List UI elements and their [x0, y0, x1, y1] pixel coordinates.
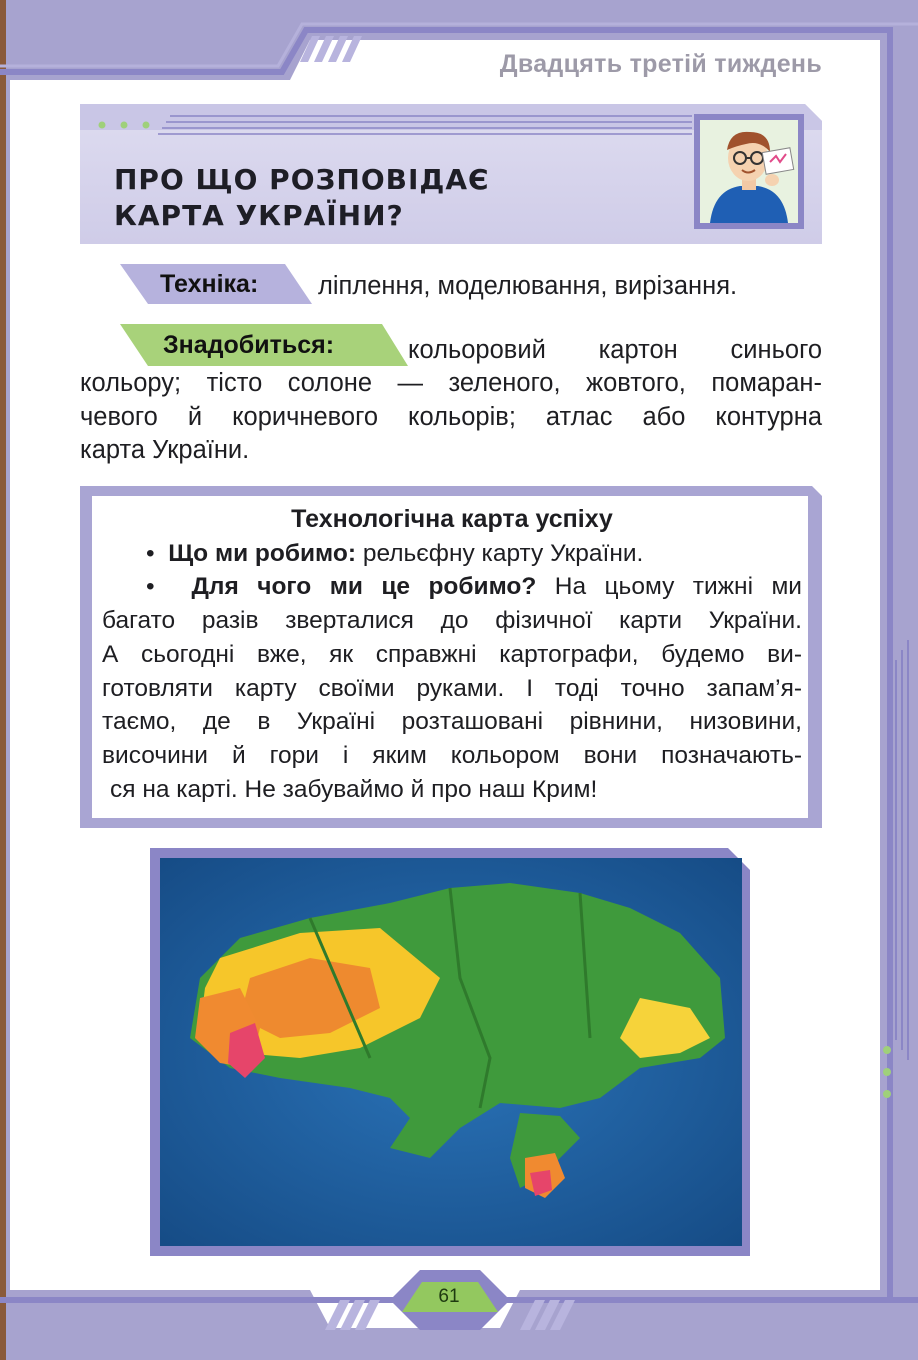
- page-number: 61: [438, 1286, 460, 1307]
- success-line-5: височини й гори і яким кольором вони позначають-: [102, 741, 802, 769]
- technique-text: ліплення, моделювання, вирізання.: [318, 272, 738, 300]
- bullet2-label: Для чого ми це робимо?: [191, 573, 537, 601]
- success-bullet-1: • Що ми робимо: рельєфну карту України.: [146, 539, 644, 567]
- materials-line2: кольору; тісто солоне — зеленого, жовтого, помаран-: [80, 369, 822, 397]
- lesson-title-line1: ПРО ЩО РОЗПОВІДАЄ: [114, 163, 490, 196]
- materials-line1: кольоровий картон синього: [408, 336, 822, 364]
- technique-label: Техніка:: [160, 270, 259, 298]
- bullet2-text: На цьому тижні ми: [554, 573, 802, 601]
- success-line-4: таємо, де в Україні розташовані рівнини, низовини,: [102, 708, 802, 736]
- success-bullet-2: • Для чого ми це робимо? На цьому тижні ми: [146, 573, 802, 601]
- materials-label: Знадобиться:: [163, 331, 335, 359]
- success-line-3: готовляти карту своїми руками. І тоді точно запам’я-: [102, 674, 802, 702]
- week-label: Двадцять третій тиждень: [499, 50, 822, 78]
- teacher-illustration: [700, 120, 798, 223]
- bullet1-text: рельєфну карту України.: [362, 539, 644, 567]
- materials-line4: карта України.: [80, 436, 250, 464]
- materials-line3: чевого й коричневого кольорів; атлас або контурна: [80, 403, 822, 431]
- success-card: [102, 503, 802, 806]
- success-line-2: А сьогодні вже, як справжні картографи, будемо ви-: [102, 640, 802, 668]
- lesson-title-line2: КАРТА УКРАЇНИ?: [114, 199, 404, 232]
- success-line-1: багато разів зверталися до фізичної карти України.: [102, 607, 802, 635]
- success-line-6: ся на карті. Не забуваймо й про наш Крим!: [110, 775, 598, 803]
- bullet1-label: Що ми робимо:: [168, 539, 356, 567]
- clay-map-photo: [160, 858, 742, 1246]
- lesson-title: [114, 162, 490, 234]
- success-card-title: Технологічна карта успіху: [291, 505, 613, 533]
